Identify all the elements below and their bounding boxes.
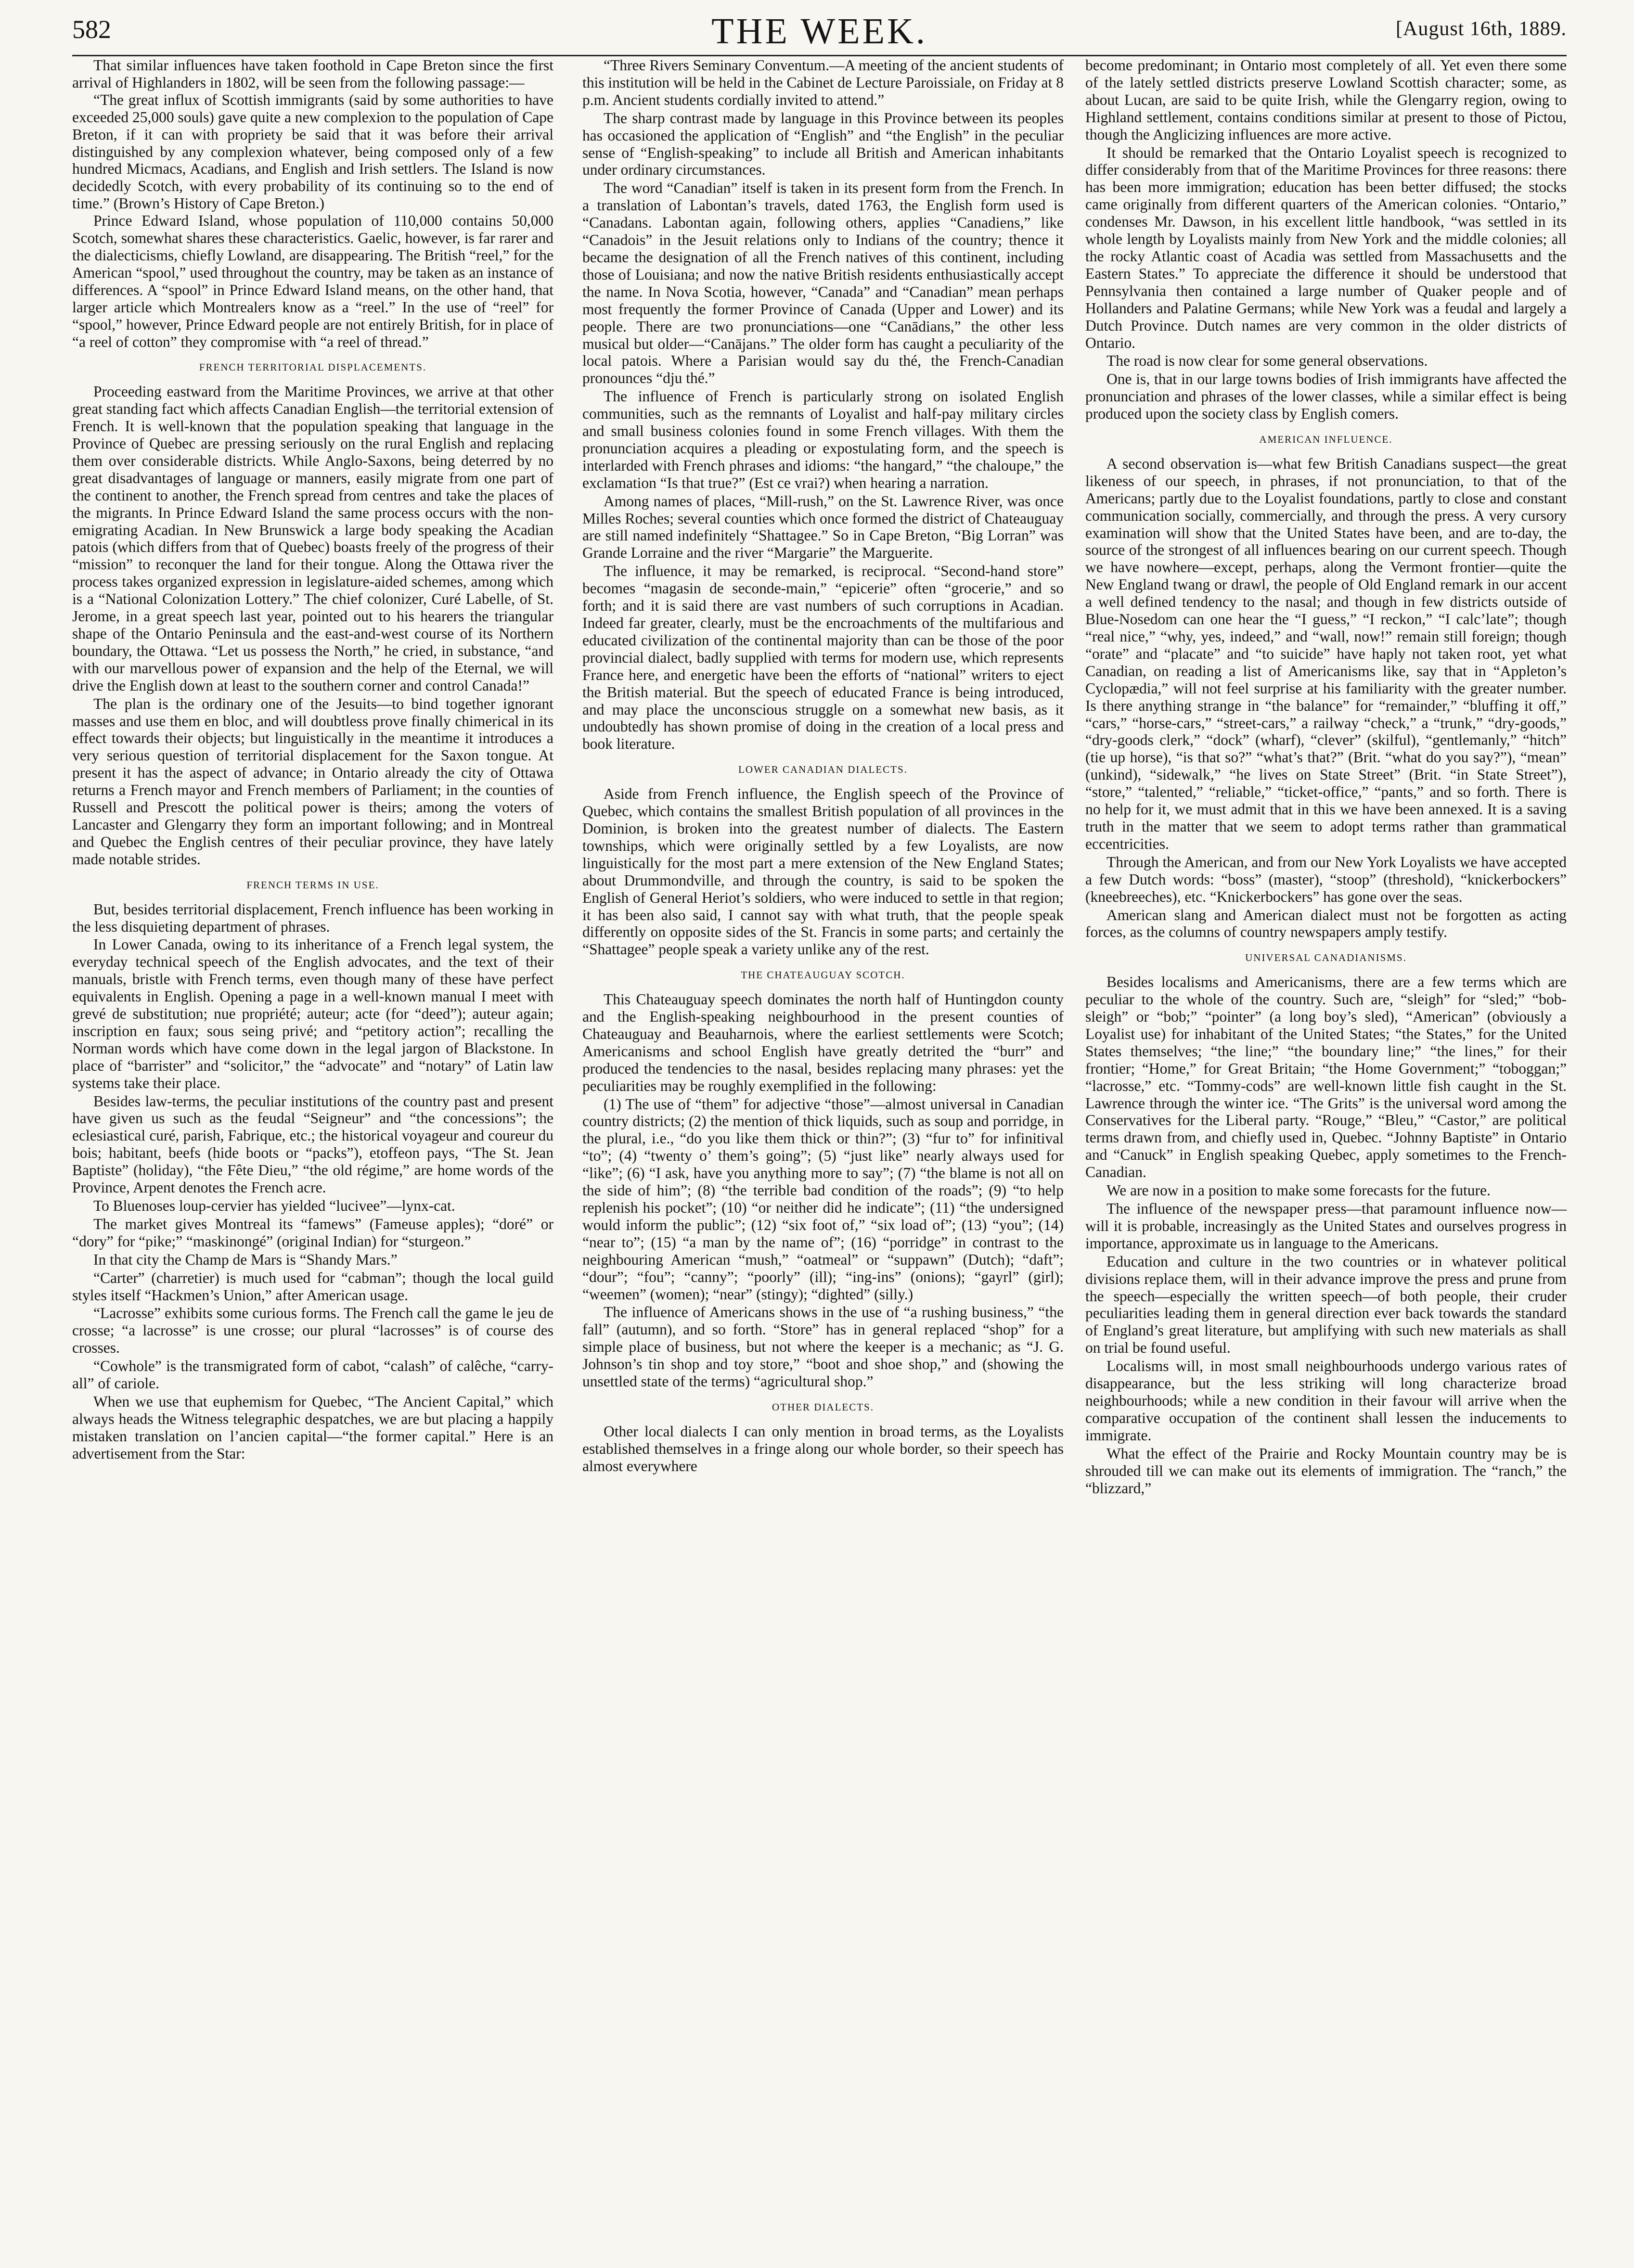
- issue-date: [August 16th, 1889.: [1396, 18, 1567, 40]
- paragraph: The market gives Montreal its “famews” (Fameuse apples); “doré” or “dory” for “pike;” “maskinongé” (original Indian) for “sturgeon.”: [72, 1215, 553, 1250]
- paragraph: Besides localisms and Americanisms, there are a few terms which are peculiar to the whole of the country. Such are, “sleigh” for “sled;” “bob-sleigh” or “bob;” “pointer” (a long boy’s sled), “American” (obviously a Loyalist use) for inhabitant of the United States; “the States,” for the United States themselves; “the line;” “the boundary line;” “the lines,” for their frontier; “Home,” for Great Britain; “the Home Government;” “toboggan;” “lacrosse,” etc. “Tommy-cods” are well-known little fish caught in the St. Lawrence through the winter ice. “The Grits” is the universal word among the Conservatives for the Liberal party. “Rouge,” “Bleu,” “Castor,” are political terms drawn from, and chiefly used in, Quebec. “Johnny Baptiste” in Ontario and “Canuck” in English speaking Quebec, apply sometimes to the French-Canadian.: [1085, 974, 1567, 1181]
- paragraph: In Lower Canada, owing to its inheritance of a French legal system, the everyday technical speech of the English advocates, and the text of their manuals, bristle with French terms, even though many of these have perfect equivalents in English. Opening a page in a well-known manual I meet with grevé de substitution; nue propriété; auteur; acte (for “deed”); auteur again; inscription en faux; sous seing privé; and “petitory action”; recalling the Norman words which have come down in the legal jargon of Blackstone. In place of “barrister” and “solicitor,” the “advocate” and “notary” of Latin law systems take their place.: [72, 936, 553, 1091]
- paragraph: The word “Canadian” itself is taken in its present form from the French. In a translation of Labontan’s travels, dated 1763, the English form used is “Canadans. Labontan again, following others, applies “Canadiens,” like “Canadois” in the Jesuit relations only to Indians of the country; thence it became the designation of all the French natives of this continent, including those of Louisiana; and now the native British residents enthusiastically accept the name. In Nova Scotia, however, “Canada” and “Canadian” mean perhaps most frequently the former Province of Canada (Upper and Lower) and its people. There are two pronunciations—one “Canādians,” the other less musical but older—“Canājans.” The older form has caught a peculiarity of the local patois. Where a Parisian would say du thé, the French-Canadian pronounces “dju thé.”: [582, 179, 1064, 387]
- paragraph: To Bluenoses loup-cervier has yielded “lucivee”—lynx-cat.: [93, 1197, 455, 1214]
- paragraph: Among names of places, “Mill-rush,” on the St. Lawrence River, was once Milles Roches; several counties which once formed the district of Chateauguay are still named indefinitely “Shattagee.” So in Cape Breton, “Big Lorran” was Grande Lorraine and the river “Margarie” the Marguerite.: [582, 492, 1064, 562]
- paragraph: The influence, it may be remarked, is reciprocal. “Second-hand store” becomes “magasin de seconde-main,” “epicerie” often “grocerie,” and so forth; and it is said there are vast numbers of such corruptions in Acadian. Indeed far greater, clearly, must be the encroachments of the multifarious and educated civilization of the continental majority than can be those of the poor provincial dialect, badly supplied with terms for modern use, which represents France here, and energetic have been the efforts of “national” writers to eject the British material. But the speech of educated France is being introduced, and may place the unconscious struggle on a somewhat new basis, as it undoubtedly has shown promise of doing in the creation of a local press and book literature.: [582, 563, 1064, 753]
- paragraph: Aside from French influence, the English speech of the Province of Quebec, which contains the smallest British population of all provinces in the Dominion, is broken into the greatest number of dialects. The Eastern townships, which were originally settled by a few Loyalists, are now linguistically for the most part a mere extension of the New England States; about Drummondville, and through the country, is said to be spoken the English of General Heriot’s soldiers, who were induced to settle in that region; it has been also said, I cannot say with what truth, that the people speak differently on opposite sides of the St. Francis in some parts; and certainly the “Shattagee” people speak a variety unlike any of the rest.: [582, 785, 1064, 958]
- paragraph: That similar influences have taken foothold in Cape Breton since the first arrival of Highlanders in 1802, will be seen from the following passage:—: [72, 57, 553, 91]
- quote-text: “The great influx of Scottish immigrants (said by some authorities to have exceeded 25,000 souls) gave quite a new complexion to the population of Cape Breton, if it can with propriety be said that it was before their arrival distinguished by any complexion whatever, being composed only of a few hundred Micmacs, Acadians, and English and Irish settlers. The Island is now decidedly Scotch, with every probability of its continuing so to the end of time.” (Brown’s History of Cape Breton.): [72, 91, 553, 212]
- column-1: [72, 57, 553, 1462]
- paragraph: But, besides territorial displacement, French influence has been working in the less disquieting department of phrases.: [72, 900, 553, 935]
- paragraph: The road is now clear for some general observations.: [1106, 352, 1428, 370]
- paragraph: become predominant; in Ontario most completely of all. Yet even there some of the lately settled districts preserve Lowland Scottish character; some, as about Lucan, are said to be quite Irish, while the Glengarry region, owing to Highland settlement, contains conditions similar at present to those of Pictou, though the Anglicizing influences are more active.: [1085, 57, 1567, 143]
- page-header: [72, 11, 1567, 56]
- paragraph: “Three Rivers Seminary Conventum.—A meeting of the ancient students of this institution will be held in the Cabinet de Lecture Paroissiale, on Friday at 8 p.m. Ancient students cordially invited to attend.”: [582, 57, 1064, 108]
- paragraph: It should be remarked that the Ontario Loyalist speech is recognized to differ considerably from that of the Maritime Provinces for three reasons: there has been more immigration; education has been better diffused; the stocks came originally from different quarters of the American colonies. “Ontario,” condenses Mr. Dawson, in his excellent little handbook, “was settled in its whole length by Loyalists mainly from New York and the middle colonies; all the rocky Atlantic coast of Acadia was settled from Massachusetts and the Eastern States.” To appreciate the difference it should be understood that Pennsylvania then contained a large number of Quaker people and of Hollanders and Palatine Germans; while New York was a feudal and largely a Dutch Province. Dutch names are very common in the older districts of Ontario.: [1085, 144, 1567, 351]
- section-heading: OTHER DIALECTS.: [772, 1401, 874, 1413]
- block-quote: [72, 91, 553, 212]
- paragraph: Besides law-terms, the peculiar institutions of the country past and present have given us such as the feudal “Seigneur” and “the concessions”; the eclesiastical curé, parish, Fabrique, etc.; the historical voyageur and coureur du bois; habitant, beefs (hide boots or “packs”), etoffeon pays, “The St. Jean Baptiste” (holiday), “the Fête Dieu,” “the old régime,” are home words of the Province, Arpent denotes the French acre.: [72, 1092, 553, 1196]
- paragraph: Prince Edward Island, whose population of 110,000 contains 50,000 Scotch, somewhat shares these characteristics. Gaelic, however, is far rarer and the dialecticisms, chiefly Lowland, are disappearing. The British “reel,” for the American “spool,” used throughout the country, may be taken as an instance of differences. A “spool” in Prince Edward Island means, on the other hand, that larger article which Montrealers know as a “reel.” In the use of “reel” for “spool,” however, Prince Edward people are not entirely British, for in place of “a reel of cotton” they compromise with “a reel of thread.”: [72, 212, 553, 350]
- section-heading: THE CHATEAUGUAY SCOTCH.: [741, 969, 905, 981]
- paragraph: The influence of French is particularly strong on isolated English communities, such as the remnants of Loyalist and half-pay military circles and small business colonies found in some French villages. With them the pronunciation acquires a pleading or expostulating form, and the speech is interlarded with French phrases and idioms: “the hangard,” “the chaloupe,” the exclamation “Is that true?” (Est ce vrai?) when hearing a narration.: [582, 388, 1064, 491]
- paragraph: Other local dialects I can only mention in broad terms, as the Loyalists established themselves in a fringe along our whole border, so their speech has almost everywhere: [582, 1422, 1064, 1474]
- paragraph: We are now in a position to make some forecasts for the future.: [1106, 1182, 1491, 1199]
- paragraph: The influence of Americans shows in the use of “a rushing business,” “the fall” (autumn), and so forth. “Store” has in general replaced “shop” for a simple place of business, but not where the keeper is a mechanic; as “J. G. Johnson’s tin shop and toy store,” “boot and shoe shop,” and (showing the unsettled state of the terms) “agricultural shop.”: [582, 1304, 1064, 1390]
- masthead-title: THE WEEK.: [711, 11, 927, 51]
- paragraph: The influence of the newspaper press—that paramount influence now—will it is probable, increasingly as the United States and ourselves progress in importance, approximate us in language to the Americans.: [1085, 1200, 1567, 1252]
- paragraph: When we use that euphemism for Quebec, “The Ancient Capital,” which always heads the Witness telegraphic despatches, we are but placing a happily mistaken translation on l’ancien capital—“the former capital.” Here is an advertisement from the Star:: [72, 1393, 553, 1462]
- paragraph: This Chateauguay speech dominates the north half of Huntingdon county and the English-speaking neighbourhood in the present counties of Chateauguay and Beauharnois, where the earliest settlements were Scotch; Americanisms and school English have greatly detrited the “burr” and produced the tendencies to the nasal, besides replacing many phrases: yet the peculiarities may be roughly exemplified in the following:: [582, 991, 1064, 1094]
- paragraph: “Lacrosse” exhibits some curious forms. The French call the game le jeu de crosse; “a lacrosse” is une crosse; our plural “lacrosses” is of course des crosses.: [72, 1305, 553, 1357]
- paragraph: Education and culture in the two countries or in whatever political divisions replace them, will in their advance improve the press and prune from the speech—especially the written speech—of both people, their cruder peculiarities leading them in general direction ever back towards the standard of England’s great literature, but amplifying with such new materials as shall on trial be found useful.: [1085, 1253, 1567, 1357]
- paragraph: Through the American, and from our New York Loyalists we have accepted a few Dutch words: “boss” (master), “stoop” (threshold), “knickerbockers” (kneebreeches), etc. “Knickerbockers” has gone over the seas.: [1085, 853, 1567, 905]
- paragraph: Localisms will, in most small neighbourhoods undergo various rates of disappearance, but the less striking will long characterize broad neighbourhoods; while a new condition in their favour will arrive when the comparative occupation of the continent shall lessen the inducements to immigrate.: [1085, 1358, 1567, 1444]
- section-heading: UNIVERSAL CANADIANISMS.: [1245, 952, 1407, 964]
- paragraph: In that city the Champ de Mars is “Shandy Mars.”: [93, 1251, 398, 1268]
- paragraph: “Carter” (charretier) is much used for “cabman”; though the local guild styles itself “Hackmen’s Union,” after American usage.: [72, 1269, 553, 1304]
- page-number: 582: [72, 15, 111, 44]
- paragraph: American slang and American dialect must not be forgotten as acting forces, as the columns of country newspapers amply testify.: [1085, 906, 1567, 941]
- section-heading: FRENCH TERRITORIAL DISPLACEMENTS.: [199, 361, 427, 373]
- section-heading: FRENCH TERMS IN USE.: [246, 879, 379, 891]
- section-heading: AMERICAN INFLUENCE.: [1259, 434, 1393, 446]
- paragraph: A second observation is—what few British Canadians suspect—the great likeness of our speech, in phrases, if not pronunciation, to that of the Americans; partly due to the Loyalist foundations, partly to close and constant communication socially, commercially, and through the press. A very cursory examination will show that the United States have been, and are to-day, the source of the strongest of all influences bearing on our current speech. Though we have nowhere—except, perhaps, along the Vermont frontier—quite the New England twang or drawl, the people of Old England remark in our accent a well defined tendency to the nasal; and though in few districts outside of Blue-Nosedom can one hear the “I guess,” “I reckon,” “I calc’late”; though “real nice,” “why, yes, indeed,” and “wall, now!” remain still foreign; though “orate” and “placate” and “to suicide” have haply not taken root, yet what Canadian, on reading a list of Americanisms like, say that in “Appleton’s Cyclopædia,” will not feel surprise at his familiarity with the greater number. Is there anything strange in “the balance” for “remainder,” “bluffing it off,” “cars,” “horse-cars,” “street-cars,” a railway “check,” a “trunk,” “dry-goods,” “dry-goods clerk,” “dock” (wharf), “clever” (skilful), “gentlemanly,” “hitch” (tie up horse), “is that so?” “what’s that?” (Brit. “what do you say?”), “mean” (unkind), “sidewalk,” “he lives on State Street” (Brit. “in State Street”), “store,” “talented,” “reliable,” “ticket-office,” “pants,” and so forth. There is no help for it, we must admit that in this we have been annexed. It is a saving truth in the matter that we seem to adopt terms rather than grammatical eccentricities.: [1085, 455, 1567, 852]
- paragraph: “Cowhole” is the transmigrated form of cabot, “calash” of calêche, “carry-all” of cariole.: [72, 1358, 553, 1392]
- section-heading: LOWER CANADIAN DIALECTS.: [738, 764, 908, 776]
- paragraph: One is, that in our large towns bodies of Irish immigrants have affected the pronunciation and phrases of the lower classes, while a similar effect is being produced upon the society class by English comers.: [1085, 371, 1567, 423]
- column-2: [582, 57, 1064, 1475]
- paragraph: Proceeding eastward from the Maritime Provinces, we arrive at that other great standing fact which affects Canadian English—the territorial extension of French. It is well-known that the population speaking that language in the Province of Quebec are pressing seriously on the rural English and replacing them over considerable districts. While Anglo-Saxons, being deterred by no great disadvantages of language or manners, easily migrate from one part of the continent to another, the French spread from centres and take the places of the migrants. In Prince Edward Island the same process occurs with the non-emigrating Acadian. In New Brunswick a large body speaking the Acadian patois (which differs from that of Quebec) boasts freely of the progress of their “mission” to reconquer the land for their tongue. Along the Ottawa river the process takes organized expression in legislature-aided schemes, among which is a “National Colonization Lottery.” The chief colonizer, Curé Labelle, of St. Jerome, in a great speech last year, pointed out to his hearers the triangular shape of the Ontario Peninsula and the east-and-west course of its Northern boundary, the Ottawa. “Let us possess the North,” he cried, in substance, “and with our marvellous power of expansion and the help of the Eternal, we will drive the English down at least to the southern corner and control Canada!”: [72, 383, 553, 694]
- paragraph: What the effect of the Prairie and Rocky Mountain country may be is shrouded till we can make out its elements of immigration. The “ranch,” the “blizzard,”: [1085, 1445, 1567, 1497]
- paragraph: The plan is the ordinary one of the Jesuits—to bind together ignorant masses and use them en bloc, and will doubtless prove finally chimerical in its effect towards their objects; but linguistically in the meantime it introduces a very serious question of territorial displacement for the Saxon tongue. At present it has the aspect of advance; in Ontario already the city of Ottawa returns a French mayor and French members of Parliament; in the counties of Russell and Prescott the political power is theirs; among the voters of Lancaster and Glengarry they form an important following; and in Montreal and Quebec the English centres of their peculiar province, they have lately made notable strides.: [72, 695, 553, 868]
- column-3: [1085, 57, 1567, 1497]
- paragraph: (1) The use of “them” for adjective “those”—almost universal in Canadian country districts; (2) the mention of thick liquids, such as soup and porridge, in the plural, i.e., “do you like them thick or thin?”; (3) “fur to” for infinitival “to”; (4) “twenty o’ them’s going”; (5) “just like” nearly always used for “like”; (6) “I ask, have you anything more to say”; (7) “the blame is not all on the side of him”; (8) “the terrible bad condition of the roads”; (9) “to help replenish his pocket”; (10) “or neither did he indicate”; (11) “the undersigned would inform the public”; (12) “six foot of,” “six load of”; (13) “you”; (14) “near to”; (15) “a man by the name of”; (16) “porridge” in contrast to the neighbouring American “mush,” “oatmeal” or “suppawn” (Dutch); “daft”; “dour”; “fou”; “canny”; “poorly” (ill); “ing-ins” (onions); “gayrl” (girl); “weemen” (women); “near” (stingy); “dighted” (silly.): [582, 1095, 1064, 1303]
- paragraph: The sharp contrast made by language in this Province between its peoples has occasioned the application of “English” and “the English” in the peculiar sense of “English-speaking” to include all British and American inhabitants under ordinary circumstances.: [582, 109, 1064, 179]
